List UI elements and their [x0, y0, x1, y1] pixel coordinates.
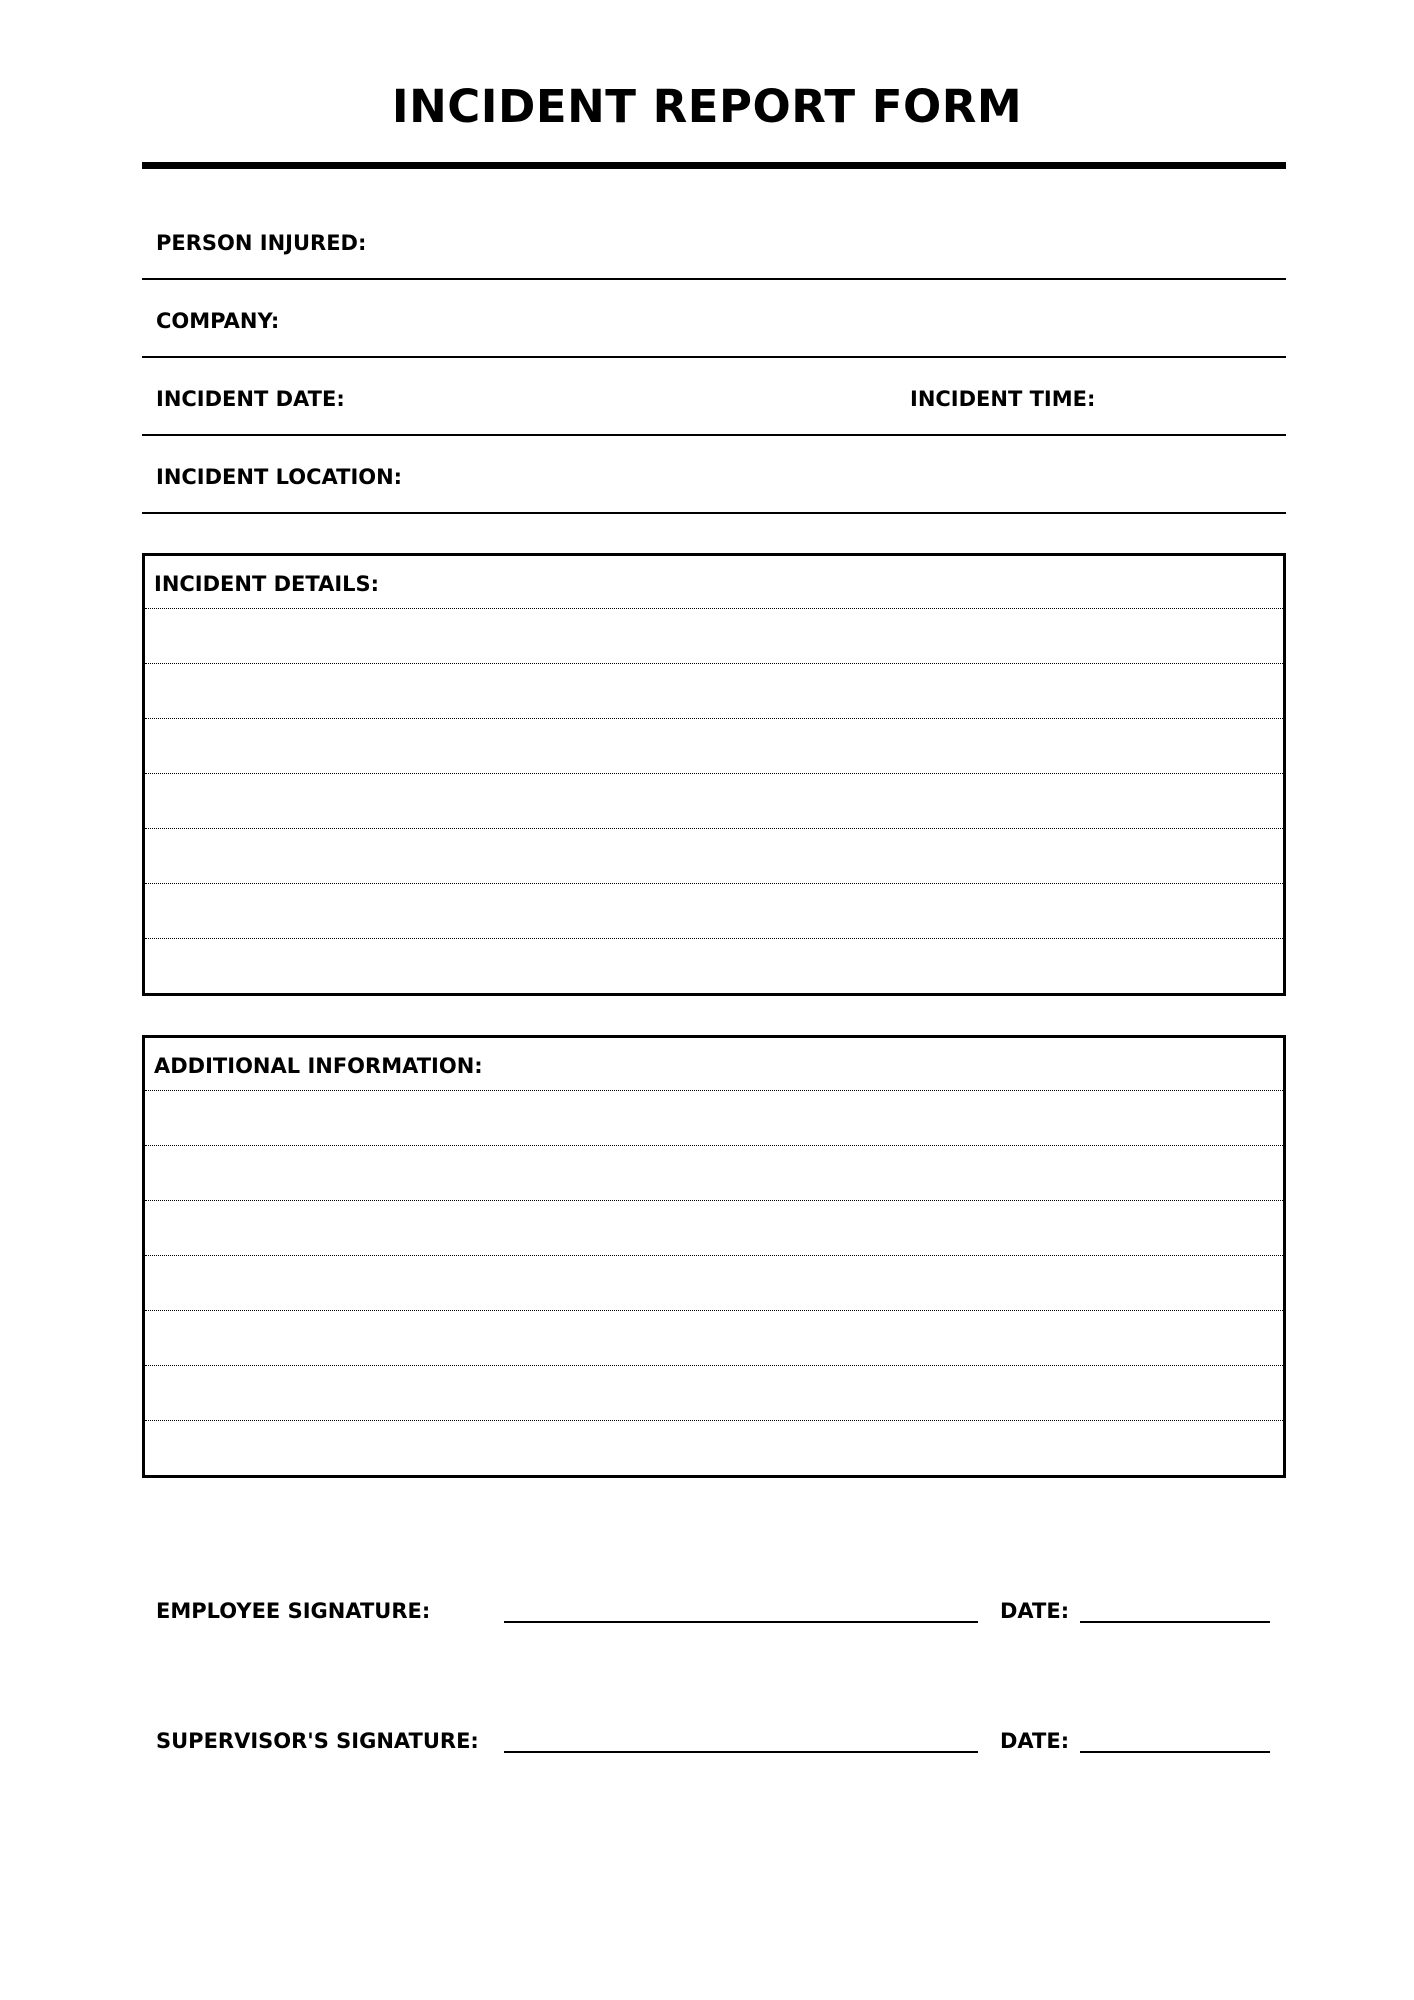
additional-information-line[interactable] [145, 1201, 1283, 1256]
additional-information-line[interactable] [145, 1146, 1283, 1201]
incident-date-time-row [142, 358, 1286, 436]
incident-location-row [142, 436, 1286, 514]
additional-information-line[interactable] [145, 1366, 1283, 1421]
incident-details-header [145, 556, 1283, 609]
company-label: COMPANY: [156, 309, 280, 333]
employee-signature-row [142, 1591, 1286, 1641]
incident-details-line[interactable] [145, 609, 1283, 664]
company-row [142, 280, 1286, 358]
additional-information-box[interactable] [142, 1035, 1286, 1478]
additional-information-line[interactable] [145, 1091, 1283, 1146]
supervisor-signature-label: SUPERVISOR'S SIGNATURE: [156, 1729, 479, 1753]
additional-information-line[interactable] [145, 1311, 1283, 1366]
incident-details-label: INCIDENT DETAILS: [154, 572, 380, 596]
supervisor-signature-field[interactable] [504, 1751, 978, 1753]
incident-time-label: INCIDENT TIME: [910, 387, 1096, 411]
supervisor-signature-row [142, 1721, 1286, 1771]
title-divider [142, 162, 1286, 169]
incident-details-line[interactable] [145, 774, 1283, 829]
supervisor-date-field[interactable] [1080, 1751, 1270, 1753]
incident-details-line[interactable] [145, 664, 1283, 719]
incident-date-label: INCIDENT DATE: [156, 387, 345, 411]
person-injured-row [142, 202, 1286, 280]
incident-date-input[interactable] [367, 376, 887, 420]
employee-signature-field[interactable] [504, 1621, 978, 1623]
additional-information-line[interactable] [145, 1256, 1283, 1311]
additional-information-line[interactable] [145, 1421, 1283, 1476]
incident-details-line[interactable] [145, 719, 1283, 774]
form-title: INCIDENT REPORT FORM [391, 80, 1023, 133]
additional-information-header [145, 1038, 1283, 1091]
incident-details-line[interactable] [145, 939, 1283, 994]
employee-signature-label: EMPLOYEE SIGNATURE: [156, 1599, 431, 1623]
incident-details-line[interactable] [145, 884, 1283, 939]
employee-date-label: DATE: [1000, 1599, 1070, 1623]
incident-location-input[interactable] [417, 454, 1272, 498]
additional-information-label: ADDITIONAL INFORMATION: [154, 1054, 483, 1078]
supervisor-date-label: DATE: [1000, 1729, 1070, 1753]
person-injured-input[interactable] [392, 220, 1272, 264]
incident-details-box[interactable] [142, 553, 1286, 996]
person-injured-label: PERSON INJURED: [156, 231, 367, 255]
incident-time-input[interactable] [1112, 376, 1272, 420]
company-input[interactable] [292, 298, 1272, 342]
incident-details-line[interactable] [145, 829, 1283, 884]
employee-date-field[interactable] [1080, 1621, 1270, 1623]
incident-location-label: INCIDENT LOCATION: [156, 465, 403, 489]
